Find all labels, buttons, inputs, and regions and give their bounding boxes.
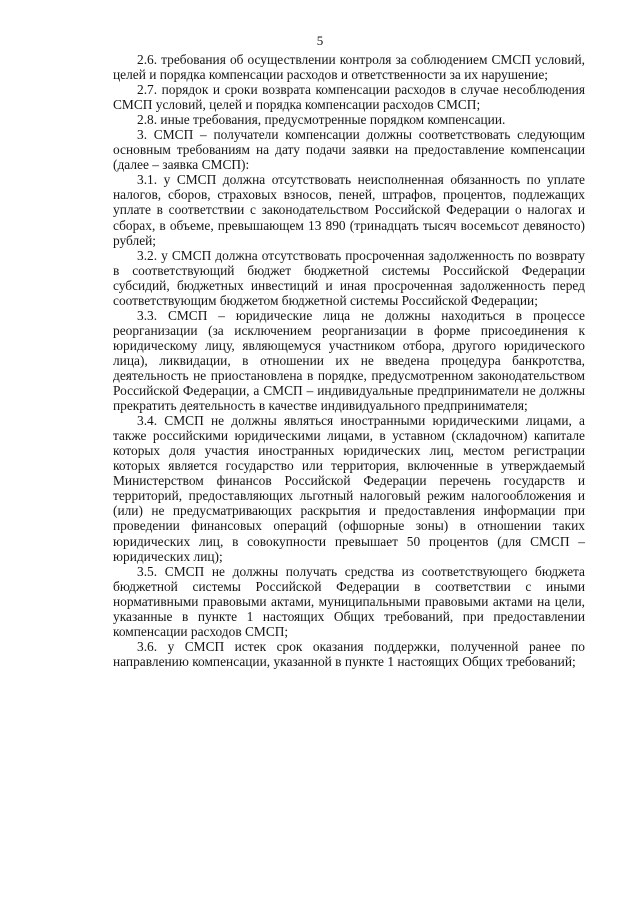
page-number: 5 xyxy=(316,33,324,48)
clause-2-8: 2.8. иные требования, предусмотренные порядком компенсации. xyxy=(137,112,506,128)
clause-3-1: 3.1. у СМСП должна отсутствовать неисполненная обязанность по уплате налогов, сборов, страховых взносов, пеней, штрафов, процентов, подлежащих уплате в соответствии с законодательством Российской Федерации о налогах и сборах, в объеме, превышающем 13 890 (тринадцать тысяч восемьсот девяносто) рублей; xyxy=(113,172,585,248)
clause-3-2: 3.2. у СМСП должна отсутствовать просроченная задолженность по возврату в соответствующий бюджет бюджетной системы Российской Федерации субсидий, бюджетных инвестиций и иная просроченная задолженность перед соответствующим бюджетом бюджетной системы Российской Федерации; xyxy=(113,247,585,308)
clause-2-6: 2.6. требования об осуществлении контроля за соблюдением СМСП условий, целей и порядка компенсации расходов и ответственности за их нарушение; xyxy=(113,52,585,83)
clause-3-5: 3.5. СМСП не должны получать средства из соответствующего бюджета бюджетной системы Российской Федерации в соответствии с иными нормативными правовыми актами, муниципальными правовыми актами на цели, указанные в пункте 1 настоящих Общих требований, при предоставлении компенсации расходов СМСП; xyxy=(113,563,585,639)
clause-3-4: 3.4. СМСП не должны являться иностранными юридическими лицами, а также российскими юридическими лицами, в уставном (складочном) капитале которых доля участия иностранных юридических лиц, местом регистрации которых является государство или территория, включенные в утверждаемый Министерством финансов Российской Федерации перечень государств и территорий, предоставляющих льготный налоговый режим налогообложения и (или) не предусматривающих раскрытия и предоставления информации при проведении финансовых операций (офшорные зоны) в отношении таких юридических лиц, в совокупности превышает 50 процентов (для СМСП – юридических лиц); xyxy=(113,413,585,564)
clause-3-6: 3.6. у СМСП истек срок оказания поддержки, полученной ранее по направлению компенсации, указанной в пункте 1 настоящих Общих требований; xyxy=(113,638,585,669)
clause-3: 3. СМСП – получатели компенсации должны соответствовать следующим основным требованиям на дату подачи заявки на предоставление компенсации (далее – заявка СМСП): xyxy=(113,127,585,173)
clause-3-3: 3.3. СМСП – юридические лица не должны находиться в процессе реорганизации (за исключением реорганизации в форме присоединения к юридическому лицу, являющемуся участником отбора, другого юридического лица), ликвидации, в отношении их не введена процедура банкротства, деятельность не приостановлена в порядке, предусмотренном законодательством Российской Федерации, а СМСП – индивидуальные предприниматели не должны прекратить деятельность в качестве индивидуального предпринимателя; xyxy=(113,307,585,414)
clause-2-7: 2.7. порядок и сроки возврата компенсации расходов в случае несоблюдения СМСП условий, целей и порядка компенсации расходов СМСП; xyxy=(113,82,585,113)
document-body xyxy=(113,52,585,669)
